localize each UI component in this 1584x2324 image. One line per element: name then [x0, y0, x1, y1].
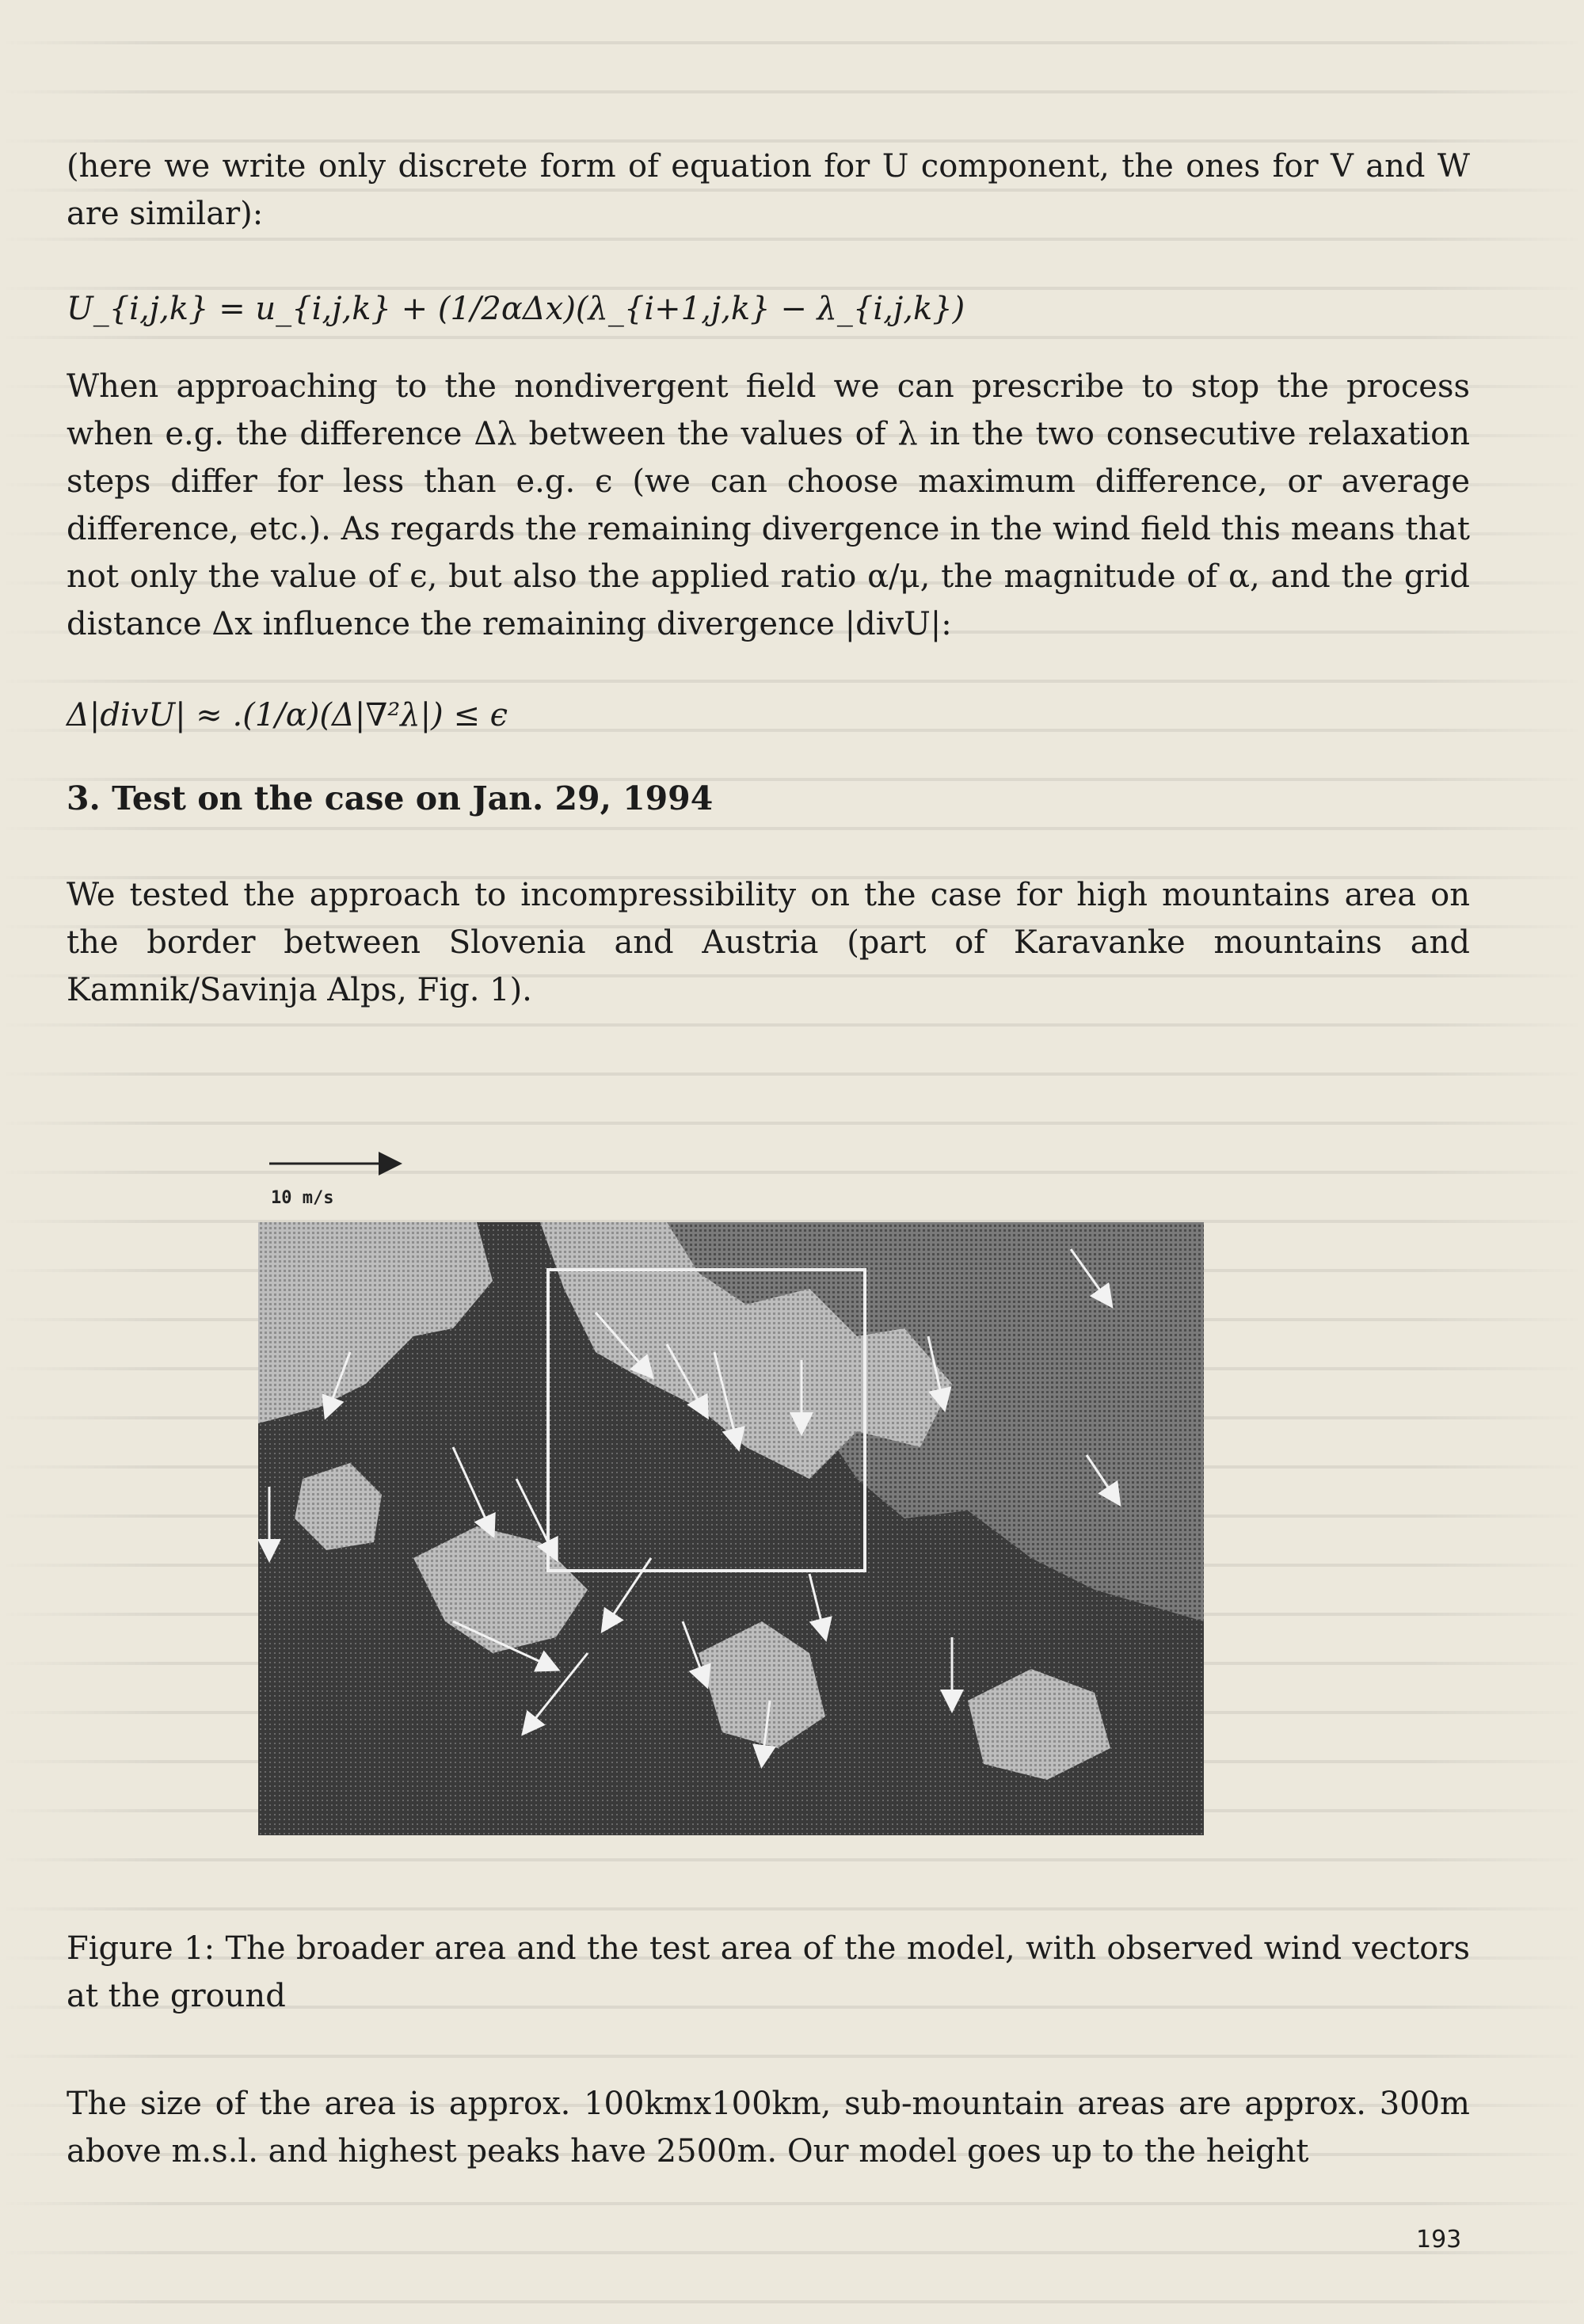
test-description-paragraph: [67, 871, 1470, 1014]
intro-paragraph: [67, 143, 1470, 238]
terrain-map: [258, 1222, 1204, 1835]
figure-caption: [67, 1925, 1470, 2020]
area-description-paragraph: [67, 2080, 1470, 2175]
figure-1: [255, 1146, 1224, 1843]
section-heading: 3. Test on the case on Jan. 29, 1994: [67, 779, 714, 817]
area-description-text: The size of the area is approx. 100kmx100km, sub-mountain areas are approx. 300m above m.s.l. and highest peaks have 2500m. Our model goes up to the height: [67, 2086, 1470, 2170]
equation-1: U_{i,j,k} = u_{i,j,k} + (1/2αΔx)(λ_{i+1,j,k} − λ_{i,j,k}): [67, 291, 965, 327]
stopping-criterion-text: When approaching to the nondivergent field we can prescribe to stop the process when e.g. the difference Δλ between the values of λ in the two consecutive relaxation steps differ for less than e.g. ϵ (we can choose maximum difference, or average difference, etc.). As regards the remaining divergence in the wind field this means that not only the value of ϵ, but also the applied ratio α/μ, the magnitude of α, and the grid distance Δx influence the remaining divergence |divU|:: [67, 368, 1470, 642]
intro-text: (here we write only discrete form of equation for U component, the ones for V and W are similar):: [67, 148, 1470, 232]
test-description-text: We tested the approach to incompressibility on the case for high mountains area on the border between Slovenia and Austria (part of Karavanke mountains and Kamnik/Savinja Alps, Fig. 1).: [67, 877, 1470, 1008]
equation-2: Δ|divU| ≈ .(1/α)(Δ|∇²λ|) ≤ ϵ: [67, 697, 508, 733]
stopping-criterion-paragraph: [67, 363, 1470, 648]
page-number: 193: [1416, 2226, 1462, 2254]
scale-label: 10 m/s: [271, 1188, 334, 1208]
figure-caption-text: Figure 1: The broader area and the test area of the model, with observed wind vectors at the ground: [67, 1930, 1470, 2014]
figure-1-map: [255, 1146, 1224, 1843]
